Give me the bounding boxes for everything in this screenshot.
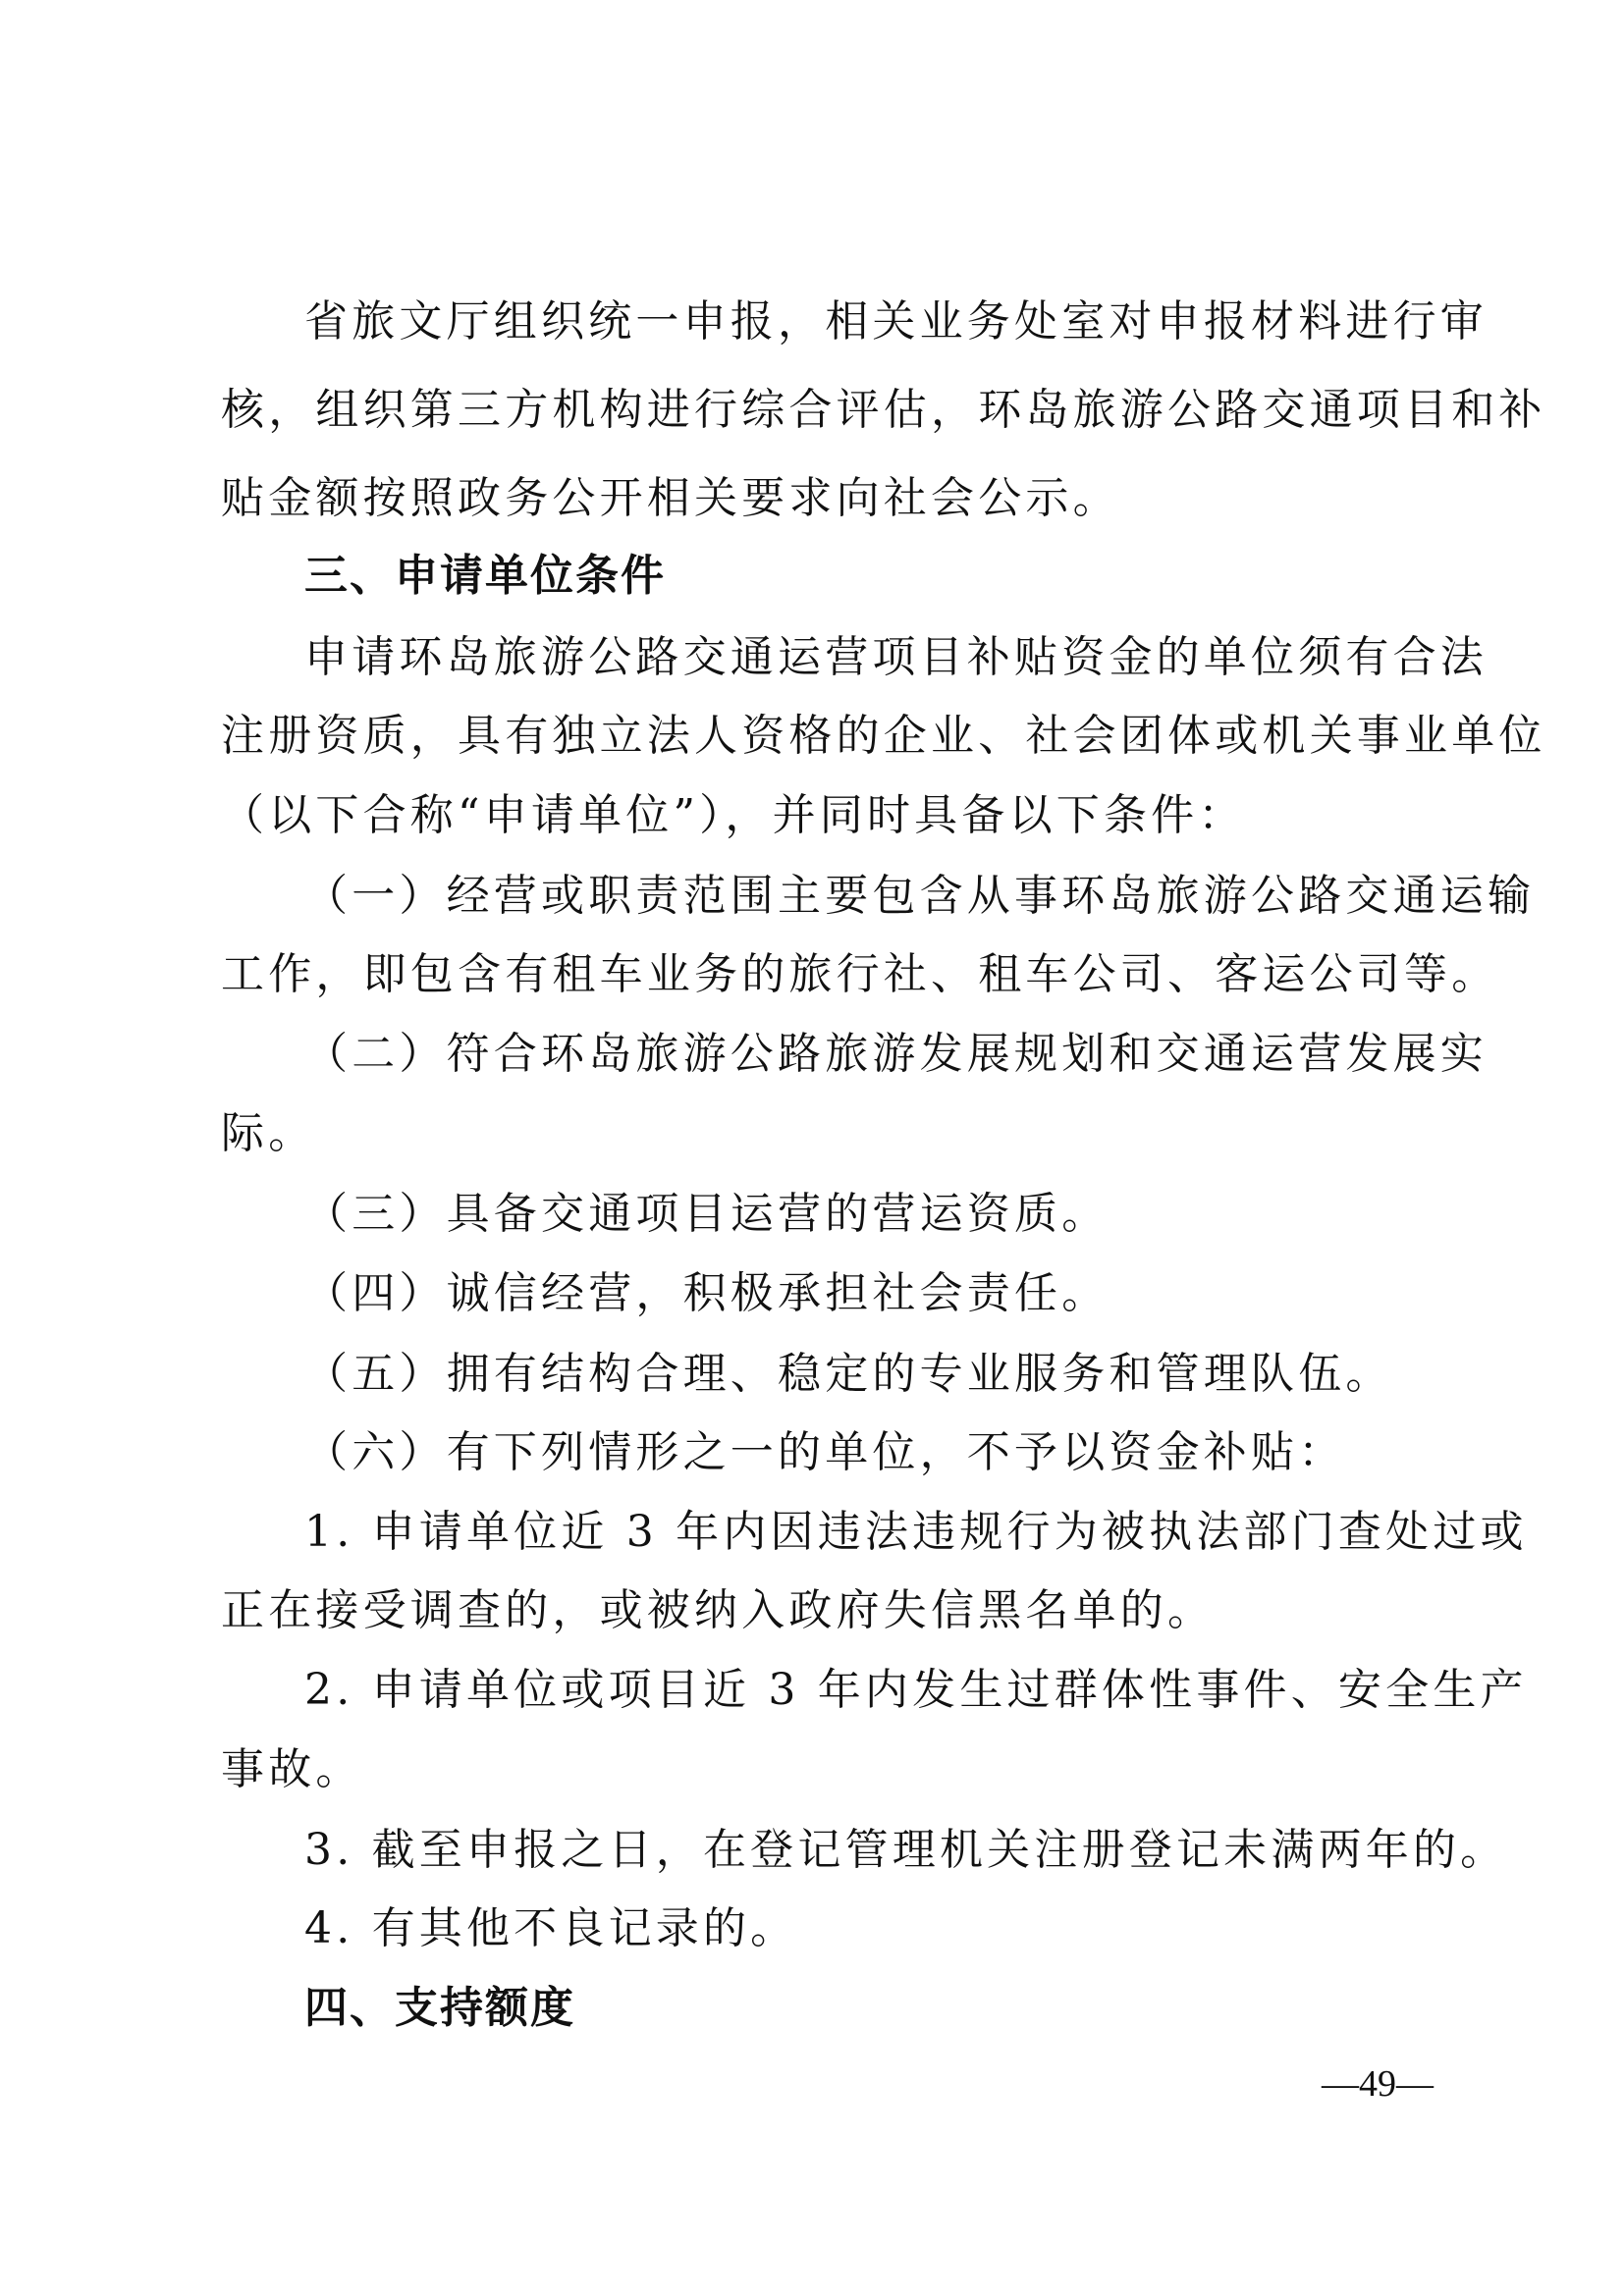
condition-2-line-2: 际。 bbox=[221, 1108, 316, 1158]
item-2-line-1: 2. 申请单位或项目近 3 年内发生过群体性事件、安全生产 bbox=[304, 1665, 1528, 1715]
section-4-heading: 四、支持额度 bbox=[304, 1983, 575, 2033]
condition-2-line-1: （二）符合环岛旅游公路旅游发展规划和交通运营发展实 bbox=[304, 1029, 1488, 1079]
p2-line-3: （以下合称“申请单位”），并同时具备以下条件： bbox=[221, 790, 1246, 840]
item-4: 4. 有其他不良记录的。 bbox=[304, 1903, 798, 1953]
condition-6: （六）有下列情形之一的单位，不予以资金补贴： bbox=[304, 1427, 1346, 1477]
condition-4: （四）诚信经营，积极承担社会责任。 bbox=[304, 1268, 1110, 1318]
condition-1-line-2: 工作，即包含有租车业务的旅行社、租车公司、客运公司等。 bbox=[221, 949, 1499, 999]
condition-5: （五）拥有结构合理、稳定的专业服务和管理队伍。 bbox=[304, 1349, 1393, 1399]
item-1-line-1: 1. 申请单位近 3 年内因违法违规行为被执法部门查处过或 bbox=[304, 1507, 1528, 1557]
p1-line-1: 省旅文厅组织统一申报，相关业务处室对申报材料进行审 bbox=[304, 296, 1488, 347]
p2-line-1: 申请环岛旅游公路交通运营项目补贴资金的单位须有合法 bbox=[304, 632, 1488, 682]
condition-3: （三）具备交通项目运营的营运资质。 bbox=[304, 1189, 1110, 1239]
p2-line-2: 注册资质，具有独立法人资格的企业、社会团体或机关事业单位 bbox=[221, 711, 1546, 761]
page-number: —49— bbox=[1322, 2063, 1434, 2105]
condition-1-line-1: （一）经营或职责范围主要包含从事环岛旅游公路交通运输 bbox=[304, 871, 1536, 921]
item-3: 3. 截至申报之日，在登记管理机关注册登记未满两年的。 bbox=[304, 1825, 1508, 1875]
section-3-heading: 三、申请单位条件 bbox=[304, 551, 666, 601]
p1-line-2: 核，组织第三方机构进行综合评估，环岛旅游公路交通项目和补 bbox=[221, 385, 1546, 435]
p1-line-3: 贴金额按照政务公开相关要求向社会公示。 bbox=[221, 473, 1120, 523]
item-2-line-2: 事故。 bbox=[221, 1744, 363, 1794]
item-1-line-2: 正在接受调查的，或被纳入政府失信黑名单的。 bbox=[221, 1585, 1216, 1635]
